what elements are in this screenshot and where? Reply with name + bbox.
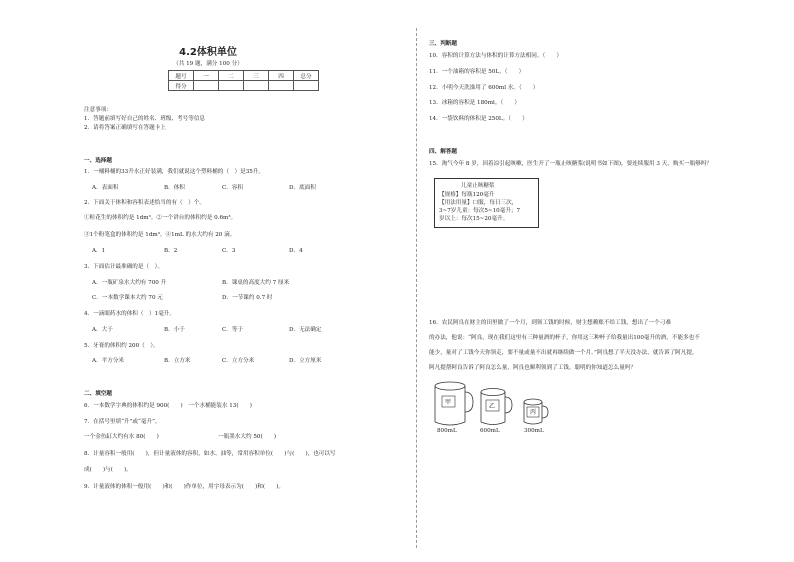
q3-option-a: A．一瓶矿泉水大约有 700 升 xyxy=(92,280,167,286)
score-header-cell: 三 xyxy=(244,71,269,81)
q2-statement-a: ①粒花生的体积约是 1dm³。②一个讲台的体积约是 0.6m³。 xyxy=(84,215,237,221)
score-header-cell: 二 xyxy=(219,71,244,81)
page-title: 4.2体积单位 xyxy=(179,47,237,58)
question-11: 11．一个油箱的容积是 50L。（ ） xyxy=(429,69,525,75)
q1-option-b: B．体积 xyxy=(164,185,185,191)
question-15: 15．淘气今年 8 岁，因着凉引起咳嗽，医生开了一瓶止咳糖浆(说明书如下图)，要连续服用 3 天，购买一瓶够吗？ xyxy=(429,161,713,167)
cup-jia-label: 甲 xyxy=(445,399,452,406)
question-7: 7．在括号里填“升”或“毫升”。 xyxy=(84,419,161,425)
score-header-cell: 题号 xyxy=(169,71,194,81)
section-heading-fill: 二、填空题 xyxy=(84,391,112,397)
q1-option-d: D．底面积 xyxy=(289,185,316,191)
question-16: 16．农民阿良在财主的田里做了一个月，到领工钱的时候，财主想赖账不给工钱，想出了一个刁难 xyxy=(429,320,672,326)
score-cell[interactable] xyxy=(244,81,269,91)
cup-jia-capacity: 800mL xyxy=(437,428,457,434)
q2-option-b: B．2 xyxy=(164,248,178,254)
question-8-cont: 成( )与( )。 xyxy=(84,467,132,473)
score-header-cell: 总分 xyxy=(294,71,319,81)
score-cell[interactable] xyxy=(269,81,294,91)
cup-yi xyxy=(481,389,512,425)
question-4: 4．一滴眼药水的体积（ ）1毫升。 xyxy=(84,311,176,317)
q1-option-a: A．表面积 xyxy=(92,185,119,191)
page-subtitle: （共 19 题，满分 100 分） xyxy=(173,61,243,67)
question-6: 6．一本数学字典的体积约是 900( ) 一个水桶能装水 13( ) xyxy=(84,403,252,409)
score-table-header-row xyxy=(169,71,319,81)
score-cell[interactable] xyxy=(294,81,319,91)
question-16-line-4: 阿凡提帮阿良告诉了阿良怎么量，阿良也顺利领到了工钱。聪明的你知道怎么量吗？ xyxy=(429,365,636,371)
q2-statement-b: ③1个粉笔盒的体积约是 1dm³。④1mL 的水大约有 20 滴。 xyxy=(84,232,236,238)
notes-item: 2．请将答案正确填写在答题卡上 xyxy=(84,125,166,131)
q2-option-a: A．1 xyxy=(92,248,106,254)
question-5: 5．牙膏的体积约 200（ ）。 xyxy=(84,343,159,349)
q5-option-b: B．立方米 xyxy=(164,358,191,364)
medicine-title: 儿童止咳糖浆 xyxy=(461,183,495,189)
column-divider xyxy=(416,28,417,548)
q1-option-c: C．容积 xyxy=(222,185,244,191)
q4-option-c: C．等于 xyxy=(222,327,244,333)
score-cell[interactable] xyxy=(219,81,244,91)
score-header-cell: 一 xyxy=(194,71,219,81)
cup-bing-capacity: 300mL xyxy=(524,428,544,434)
question-16-line-3: 能少，量对了工钱今天你领走，要不量或量不出就再继续做一个月。”阿良想了半天没办法，就告诉了阿凡提， xyxy=(429,350,698,356)
q7-item-b: 一瓶墨水大约 50( ) xyxy=(218,434,277,440)
medicine-instructions-box xyxy=(434,178,539,228)
score-header-cell: 四 xyxy=(269,71,294,81)
section-heading-judge: 三、判断题 xyxy=(429,41,457,47)
medicine-usage: 【用法用量】口服，每日三次， xyxy=(439,200,518,206)
question-14: 14．一袋饮料的体积是 250L。（ ） xyxy=(429,116,528,122)
score-table-score-row xyxy=(169,81,319,91)
question-3: 3．下面估计最准确的是（ ）。 xyxy=(84,264,164,270)
q5-option-a: A．平方分米 xyxy=(92,358,125,364)
q2-option-d: D．4 xyxy=(289,248,303,254)
notes-heading: 注意事项： xyxy=(84,107,112,113)
q5-option-d: D．立方厘米 xyxy=(289,358,322,364)
notes-item: 1．答题前填写好自己的姓名、班级、考号等信息 xyxy=(84,116,206,122)
score-row-label: 得分 xyxy=(169,81,194,91)
cup-bing-label: 丙 xyxy=(530,409,537,416)
q2-option-c: C．3 xyxy=(222,248,236,254)
medicine-dose-young: 3~7岁儿童：每次5~10毫升；7 xyxy=(439,208,521,214)
question-2: 2．下面关于体积和容积表述恰当的有（ ）个。 xyxy=(84,200,206,206)
question-8: 8．计量容积一般用( )，但计量液体的容积，如水、油等，常用容积单位( )与( )，也可以写 xyxy=(84,451,336,457)
medicine-dose-old: 岁以上：每次15~20毫升。 xyxy=(439,216,509,222)
q7-item-a: 一个金鱼缸大约有水 80( ) xyxy=(84,434,159,440)
question-16-line-2: 的办法，他说：“阿良，现在我们这里有三种量酒的杯子，你用这三种杯子给我量出100毫升的酒，不能多也不 xyxy=(429,335,700,341)
cup-yi-capacity: 600mL xyxy=(480,428,500,434)
section-heading-solve: 四、解答题 xyxy=(429,149,457,155)
q4-option-a: A．大于 xyxy=(92,327,113,333)
score-cell[interactable] xyxy=(194,81,219,91)
question-12: 12．小明今天洗澡用了 600ml 水。（ ） xyxy=(429,85,539,91)
question-10: 10．容积的计算方法与体积的计算方法相同。（ ） xyxy=(429,53,562,59)
q4-option-d: D．无法确定 xyxy=(289,327,322,333)
question-9: 9．计量液体的体积一般用( )和( )作单位，用字母表示为( )和( )。 xyxy=(84,484,285,490)
medicine-spec: 【规格】每瓶120毫升 xyxy=(439,192,495,198)
section-heading-choice: 一、选择题 xyxy=(84,158,112,164)
cup-yi-label: 乙 xyxy=(489,403,496,410)
cup-jia xyxy=(435,382,473,425)
q4-option-b: B．小于 xyxy=(164,327,185,333)
q3-option-b: B．课桌的高度大约 7 厘米 xyxy=(222,280,290,286)
q3-option-c: C．一本数学课本大约 70 元 xyxy=(92,295,163,301)
score-table xyxy=(168,70,319,91)
q5-option-c: C．立方分米 xyxy=(222,358,255,364)
question-1: 1．一桶料桶的33升水正好装满，我们就说这个塑料桶的（ ）是35升。 xyxy=(84,169,265,175)
q3-option-d: D．一节课约 0.7 时 xyxy=(222,295,273,301)
question-13: 13．冰箱的容积是 180ml。（ ） xyxy=(429,100,520,106)
